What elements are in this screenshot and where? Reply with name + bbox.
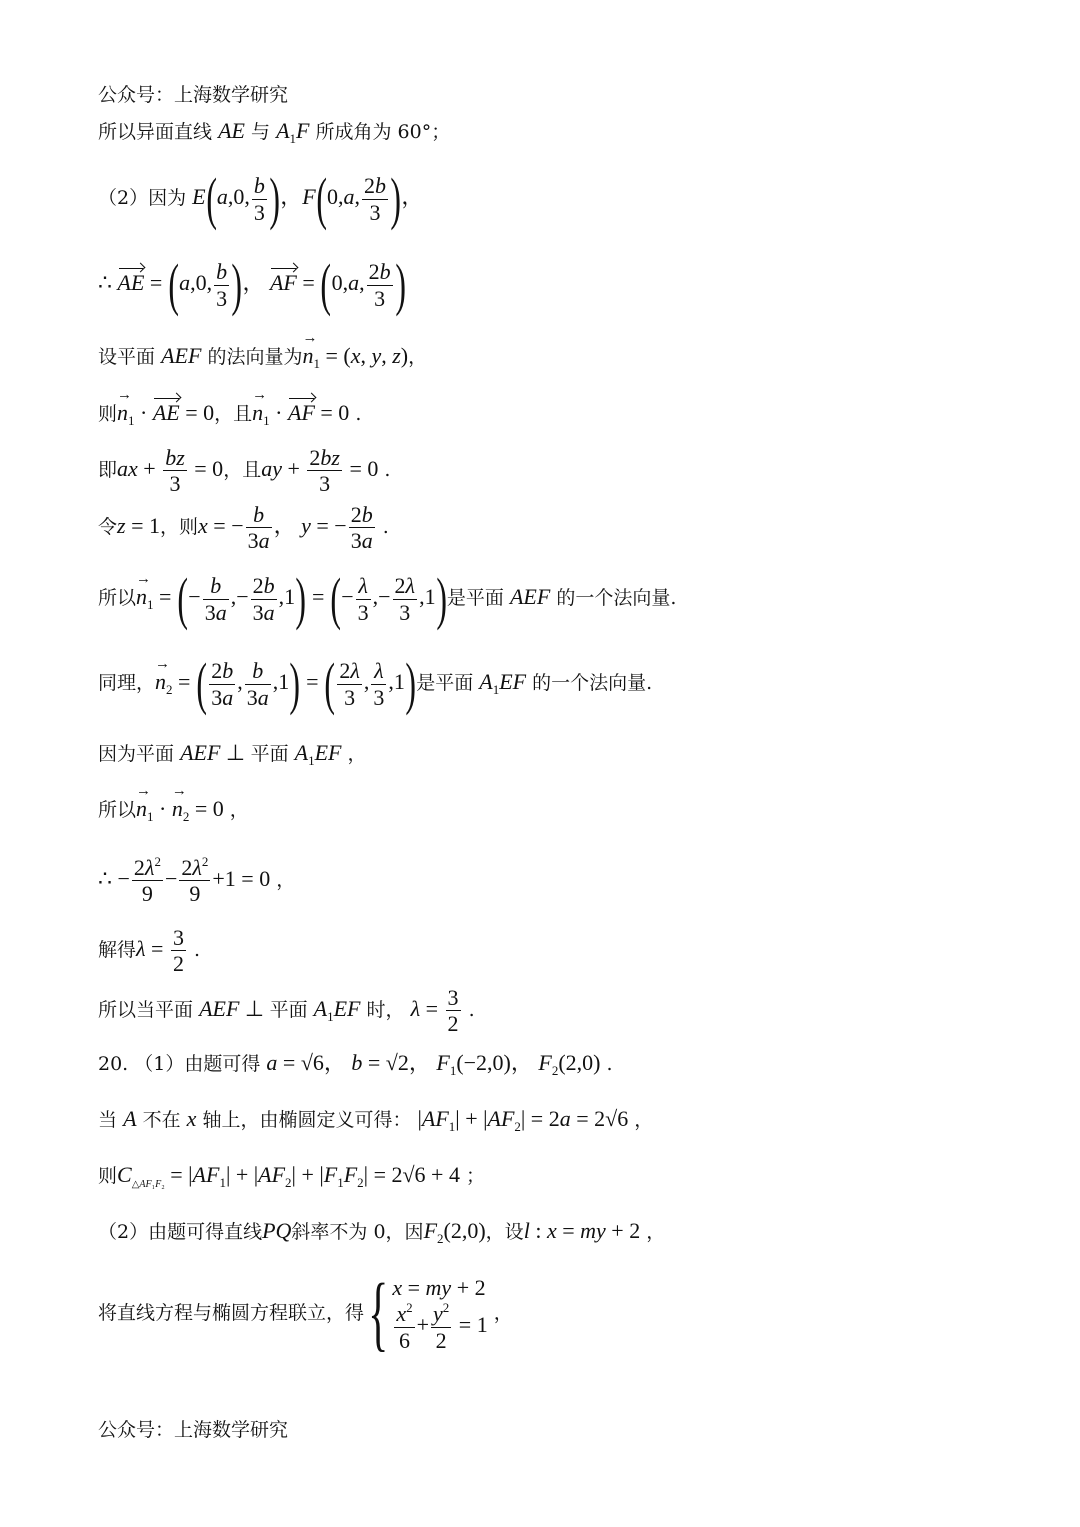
text-line: 解得λ = $\frac{3}{2}$ . xyxy=(98,925,201,977)
page-header: 公众号：上海数学研究 xyxy=(98,84,289,106)
math-line: ∴ AE = (a,0, $\frac{b}{3}$ )， AF = (0,a, $\frac{2b}{3}$ ) xyxy=(98,252,406,317)
text-line: （2）由题可得直线PQ斜率不为 0，因$F_2(2,0)$，设l : x = my + 2 ， xyxy=(98,1218,666,1246)
text-line: 设平面 AEF 的法向量为→ $n_1 = (x$, y, z)， xyxy=(98,345,427,370)
text-line: 当 A 不在 x 轴上，由椭圆定义可得： $|AF_1| + |AF_2| = 2a = 2√6$ ， xyxy=(98,1106,654,1134)
text-line: 即ax + $\frac{bz}{3}$ = 0，且ay + $\frac{2bz}{3}$ = 0 . xyxy=(98,445,391,497)
text-line: 所以当平面 AEF ⊥ 平面 $A_1EF$ 时， λ = $\frac{3}{2}$ . xyxy=(98,985,475,1037)
text-line: 所以→ $n_1$ = (− $\frac{b}{3a}$ ,− $\frac{2b}{3a}$ ,1) = (− $\frac{\lambda}{3}$ ,− $\frac{2\lambda}{3}$ ,1)是平面 AEF 的一个法向量. xyxy=(98,570,676,628)
text-line: 20. （1）由题可得 a = √6， b = √2， $F_1(-2,0)$， $F_2(2,0)$ . xyxy=(98,1050,613,1078)
text-line: 则$C_{\triangle AF_1F_2} = |AF_1| + |AF_2| + |F_1F_2| = 2√6 + 4$ ； xyxy=(98,1162,486,1190)
math-line: ∴ − $\frac{2\lambda^2}{9}$ − $\frac{2\lambda^2}{9}$ +1 = 0 ， xyxy=(98,854,296,907)
text-line: （2）因为 E(a,0, $\frac{b}{3}$ )，F(0,a, $\frac{2b}{3}$ )， xyxy=(98,166,424,231)
text-line: 同理，→ $n_2$ = ( $\frac{2b}{3a}$ , $\frac{b}{3a}$ ,1) = ( $\frac{2\lambda}{3}$ , $\frac{\lambda}{3}$ ,1)是平面 $A_1EF$ 的一个法向量. xyxy=(98,655,652,713)
text-line: 令z = 1，则x = − $\frac{b}{3a}$ ， y = − $\frac{2b}{3a}$ . xyxy=(98,502,389,554)
text-line: 所以异面直线 AE 与 $A_1F$ 所成角为 60°； xyxy=(98,118,451,146)
text-line: 所以→ $n_1$ · → $n_2 = 0$ ， xyxy=(98,798,249,823)
text-line: 因为平面 AEF ⊥ 平面 $A_1EF$ ， xyxy=(98,740,367,768)
text-line: 则→ $n_1$ · AE = 0，且→ $n_1$ · AF = 0 . xyxy=(98,402,361,427)
text-line: 将直线方程与椭圆方程联立，得{ x = my + 2 $\frac{x^2}{6}$ + $\frac{y^2}{2}$ = 1 ， xyxy=(98,1267,513,1360)
page-footer: 公众号：上海数学研究 xyxy=(98,1419,289,1441)
